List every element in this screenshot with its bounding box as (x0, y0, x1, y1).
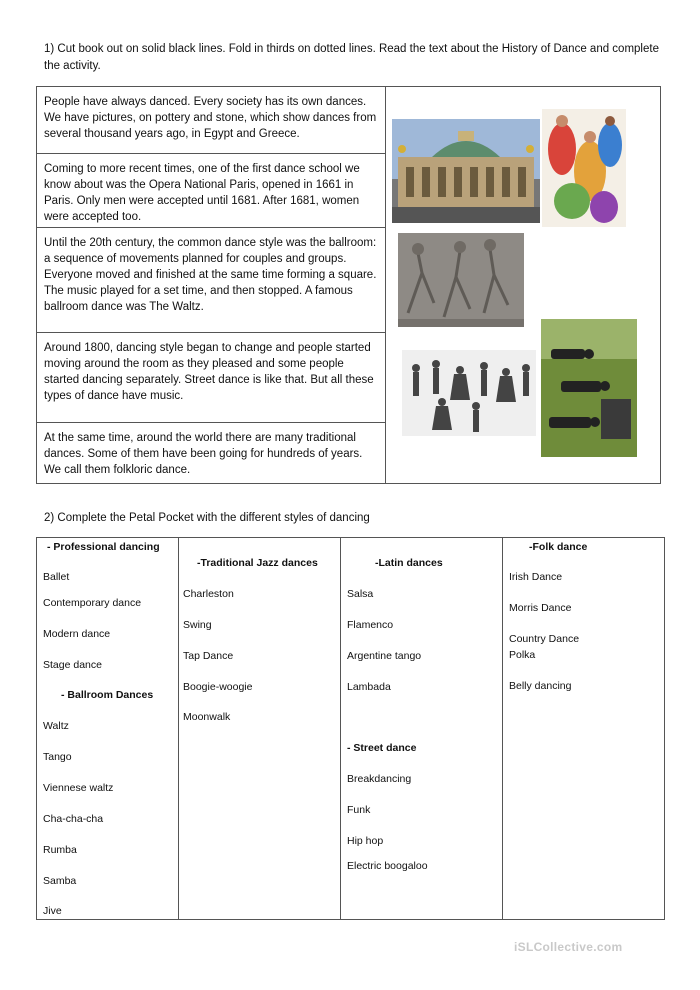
column-professional (37, 538, 179, 919)
paragraph-1800: Around 1800, dancing style began to change and people started moving around the room as they pleased and some people started dancing separately. Street dance is like that. But all these types of dance have music. (37, 333, 385, 423)
list-item: Flamenco (347, 619, 394, 631)
list-item: Contemporary dance (43, 597, 142, 609)
instruction-step-1: 1) Cut book out on solid black lines. Fold in thirds on dotted lines. Read the text about the History of Dance and complete the activity. (44, 43, 659, 72)
instruction-step-2: 2) Complete the Petal Pocket with the different styles of dancing (44, 512, 370, 524)
list-item: Boogie-woogie (183, 681, 253, 693)
column-folk (503, 538, 664, 919)
history-text-box (36, 86, 386, 484)
paragraph-ballroom: Until the 20th century, the common dance style was the ballroom: a sequence of movements planned for couples and groups. Everyone moved and finished at the same time forming a square. The music played for a set time, and then stopped. A famous ballroom dance was The Waltz. (37, 228, 385, 333)
list-item: Tap Dance (183, 650, 234, 662)
opera-house-image (392, 119, 540, 223)
list-item: Charleston (183, 588, 234, 600)
image-panel (386, 86, 661, 484)
list-item: Morris Dance (509, 602, 572, 614)
paragraph-traditional: At the same time, around the world there are many traditional dances. Some of them have been going for hundreds of years. We call them folkloric dance. (44, 432, 363, 476)
list-item: Electric boogaloo (347, 860, 428, 872)
list-item: Argentine tango (347, 650, 422, 662)
ballroom-sketch-image (402, 350, 536, 436)
list-item: Polka (509, 649, 536, 661)
heading-latin-dances: -Latin dances (375, 557, 443, 569)
list-item: Irish Dance (509, 571, 563, 583)
list-item: Samba (43, 875, 77, 887)
paragraph-opera: Coming to more recent times, one of the first dance school we know about was the Opera National Paris, opened in 1661 in Paris. Only men were accepted until 1681. After 1681, women were accepted too. (37, 154, 385, 228)
street-dance-image (541, 319, 637, 457)
heading-street-dance: - Street dance (347, 742, 417, 754)
list-item: Funk (347, 804, 371, 816)
list-item: Belly dancing (509, 680, 572, 692)
list-item: Salsa (347, 588, 374, 600)
watermark: iSLCollective.com (514, 940, 623, 954)
list-item: Ballet (43, 571, 70, 583)
heading-folk-dance: -Folk dance (529, 541, 588, 553)
stone-relief-image (398, 233, 524, 327)
column-latin-street (341, 538, 503, 919)
list-item: Stage dance (43, 659, 102, 671)
list-item: Jive (43, 905, 62, 917)
list-item: Rumba (43, 844, 77, 856)
list-item: Cha-cha-cha (43, 813, 104, 825)
list-item: Waltz (43, 720, 69, 732)
list-item: Viennese waltz (43, 782, 114, 794)
heading-professional-dancing: - Professional dancing (47, 541, 160, 553)
list-item: Modern dance (43, 628, 111, 640)
heading-ballroom-dances: - Ballroom Dances (61, 689, 154, 701)
list-item: Moonwalk (183, 711, 231, 723)
list-item: Lambada (347, 681, 391, 693)
list-item: Country Dance (509, 633, 580, 645)
heading-traditional-jazz: -Traditional Jazz dances (197, 557, 318, 569)
dancers-illustration-image (542, 109, 626, 227)
column-jazz (179, 538, 341, 919)
list-item: Tango (43, 751, 72, 763)
list-item: Hip hop (347, 835, 384, 847)
petal-pocket-table (36, 537, 665, 920)
list-item: Swing (183, 619, 212, 631)
list-item: Breakdancing (347, 773, 412, 785)
paragraph-ancient: People have always danced. Every society has its own dances. We have pictures, on pottery and stone, which show dances from several thousand years ago, in Egypt and Greece. (37, 87, 385, 154)
